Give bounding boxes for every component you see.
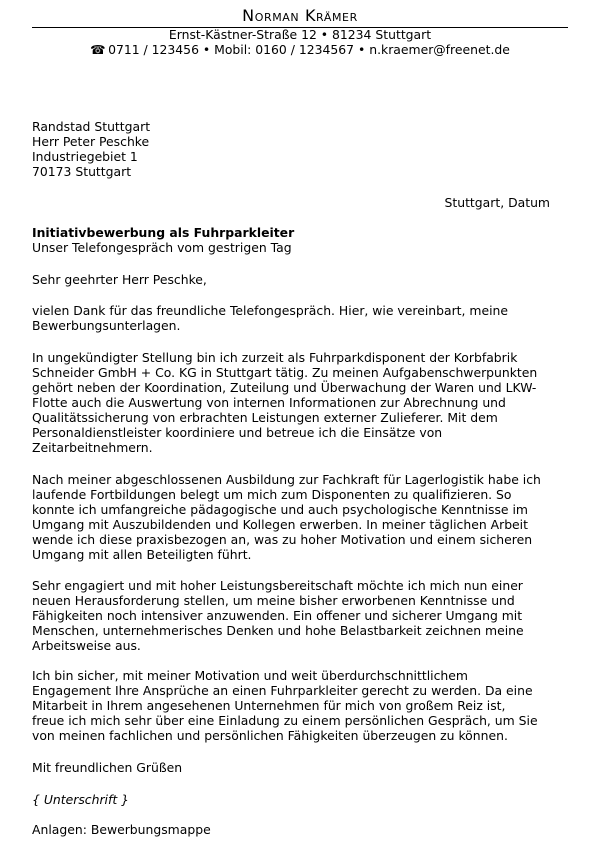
paragraph-line: freue ich mich sehr über eine Einladung zu einem persönlichen Gespräch, um Sie xyxy=(32,713,538,728)
paragraph-line: wende ich diese praxisbezogen an, was zu hoher Motivation und einem sicheren xyxy=(32,532,533,547)
paragraph-line: Menschen, unternehmerisches Denken und hohe Belastbarkeit zeichnen meine xyxy=(32,623,524,638)
sender-contact xyxy=(0,42,600,58)
closing-phrase: Mit freundlichen Grüßen xyxy=(32,760,183,775)
paragraph-line: gehört neben der Koordination, Zuteilung und Überwachung der Waren und LKW- xyxy=(32,380,537,395)
sender-name: Norman Krämer xyxy=(242,6,358,25)
subject-block xyxy=(32,225,568,255)
paragraph-line: laufende Fortbildungen belegt um mich zum Disponenten zu qualifizieren. So xyxy=(32,487,512,502)
body-paragraph xyxy=(32,303,568,333)
paragraph-line: von meinen fachlichen und persönlichen Fähigkeiten überzeugen zu können. xyxy=(32,728,508,743)
paragraph-line: Engagement Ihre Ansprüche an einen Fuhrparkleiter gerecht zu werden. Da eine xyxy=(32,683,533,698)
telephone-icon: ☎ xyxy=(90,42,106,57)
paragraph-line: neuen Herausforderung stellen, um meine bisher erworbenen Kenntnisse und xyxy=(32,593,515,608)
paragraph-line: Umgang mit allen Beteiligten führt. xyxy=(32,547,252,562)
letterhead xyxy=(0,6,600,57)
body-paragraph xyxy=(32,668,568,743)
paragraph-line: Bewerbungsunterlagen. xyxy=(32,318,181,333)
paragraph-line: Nach meiner abgeschlossenen Ausbildung zur Fachkraft für Lagerlogistik habe ich xyxy=(32,472,541,487)
recipient-line: 70173 Stuttgart xyxy=(32,164,132,179)
subject-reference: Unser Telefongespräch vom gestrigen Tag xyxy=(32,240,292,255)
paragraph-line: konnte ich umfangreiche pädagogische und auch psychologische Kenntnisse im xyxy=(32,502,528,517)
sender-address: Ernst-Kästner-Straße 12 • 81234 Stuttgart xyxy=(168,27,432,42)
subject-title: Initiativbewerbung als Fuhrparkleiter xyxy=(32,225,295,240)
paragraph-line: In ungekündigter Stellung bin ich zurzeit als Fuhrparkdisponent der Korbfabrik xyxy=(32,350,518,365)
paragraph-line: Fähigkeiten noch intensiver anzuwenden. Ein offener und sicherer Umgang mit xyxy=(32,608,523,623)
paragraph-line: Arbeitsweise aus. xyxy=(32,638,141,653)
body-paragraph xyxy=(32,578,568,653)
paragraph-line: Umgang mit Auszubildenden und Kollegen erwerben. In meiner täglichen Arbeit xyxy=(32,517,528,532)
paragraph-line: Personaldienstleister koordiniere und betreue ich die Einsätze von xyxy=(32,425,443,440)
letter-date: Stuttgart, Datum xyxy=(444,195,550,210)
recipient-line: Industriegebiet 1 xyxy=(32,149,138,164)
paragraph-line: Zeitarbeitnehmern. xyxy=(32,440,153,455)
paragraph-line: vielen Dank für das freundliche Telefongespräch. Hier, wie vereinbart, meine xyxy=(32,303,509,318)
sender-contact-text: 0711 / 123456 • Mobil: 0160 / 1234567 • n.kraemer@freenet.de xyxy=(108,42,510,57)
body-paragraph xyxy=(32,472,568,562)
paragraph-line: Ich bin sicher, mit meiner Motivation und weit überdurchschnittlichem xyxy=(32,668,468,683)
recipient-line: Randstad Stuttgart xyxy=(32,119,151,134)
recipient-line: Herr Peter Peschke xyxy=(32,134,150,149)
signature-placeholder: { Unterschrift } xyxy=(32,792,130,807)
paragraph-line: Qualitätssicherung von erbrachten Leistungen externer Zulieferer. Mit dem xyxy=(32,410,498,425)
paragraph-line: Mitarbeit in Ihrem angesehenen Unternehmen für mich von großem Reiz ist, xyxy=(32,698,506,713)
recipient-address xyxy=(32,119,568,179)
salutation: Sehr geehrter Herr Peschke, xyxy=(32,272,207,287)
paragraph-line: Schneider GmbH + Co. KG in Stuttgart tätig. Zu meinen Aufgabenschwerpunkten xyxy=(32,365,538,380)
paragraph-line: Flotte auch die Auswertung von internen Informationen zur Abrechnung und xyxy=(32,395,506,410)
paragraph-line: Sehr engagiert und mit hoher Leistungsbereitschaft möchte ich mich nun einer xyxy=(32,578,523,593)
body-paragraph xyxy=(32,350,568,455)
enclosure-note: Anlagen: Bewerbungsmappe xyxy=(32,822,211,837)
